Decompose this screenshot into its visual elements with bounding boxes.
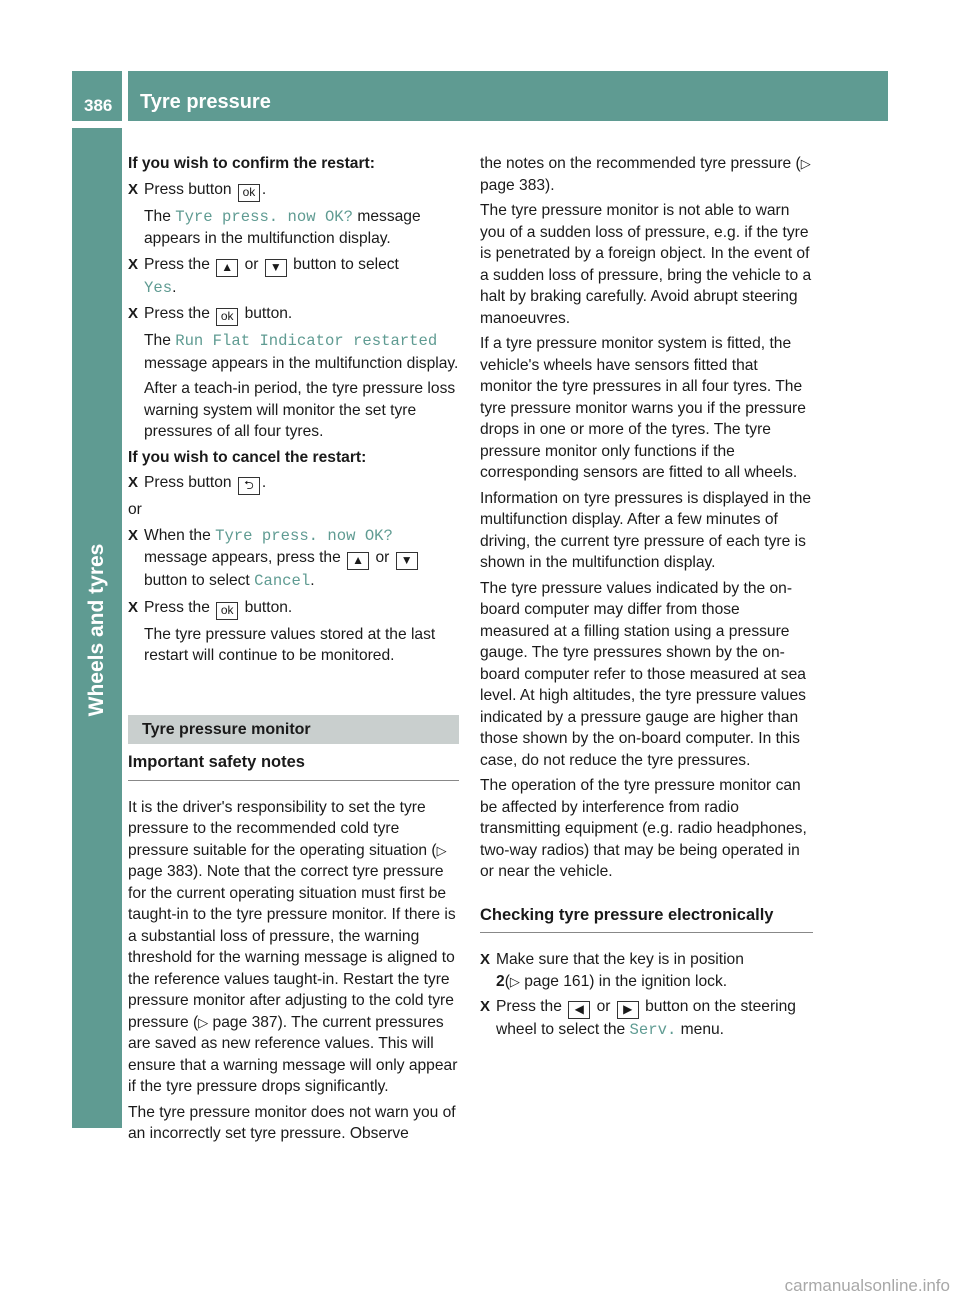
sudden-loss-paragraph: The tyre pressure monitor is not able to warn you of a sudden loss of pressure, e.g. if the tyre is penetrated by a foreign object. In the event of a sudden loss of pressure, bring the vehicle to a halt by braking carefully. Avoid abrupt steering manoeuvres. — [480, 202, 812, 327]
cancel-step-3: X Press the ok button. The tyre pressure values stored at the last restart will continue to be monitored. — [128, 597, 459, 667]
interference-paragraph: The operation of the tyre pressure monitor can be affected by interference from radio transmitting equipment (e.g. radio headphones, two-way radios) that may be being operated in or near the vehicle. — [480, 777, 807, 880]
page-title: Tyre pressure — [140, 91, 271, 113]
page-ref-arrow-icon: ▷ — [198, 1014, 209, 1030]
right-key-icon: ▶ — [617, 1001, 639, 1019]
check-step-2: X Press the ◀ or ▶ button on the steering wheel to select the Serv. menu. — [480, 998, 796, 1039]
watermark-link[interactable]: carmanualsonline.info — [784, 1276, 950, 1295]
step-marker-icon: X — [128, 255, 139, 273]
page-ref-arrow-icon: ▷ — [509, 973, 520, 989]
ok-key-icon: ok — [238, 184, 260, 202]
safety-paragraph-2: The tyre pressure monitor does not warn you of an incorrectly set tyre pressure. Observe — [128, 1103, 456, 1142]
step-marker-icon: X — [128, 526, 139, 544]
step-marker-icon: X — [128, 598, 139, 616]
step-marker-icon: X — [480, 951, 491, 968]
up-key-icon: ▲ — [347, 552, 369, 570]
step-marker-icon: X — [128, 180, 139, 198]
notes-paragraph: the notes on the recommended tyre pressure (▷ page 383). — [480, 155, 811, 194]
display-message: Run Flat Indicator restarted — [175, 332, 438, 350]
cancel-step-1: X Press button ⮌ . — [128, 472, 459, 495]
step-marker-icon: X — [480, 998, 491, 1015]
confirm-step-1: X Press button ok . The Tyre press. now OK? message appears in the multifunction display. — [128, 180, 421, 247]
step-marker-icon: X — [128, 305, 139, 322]
check-step-1: X Make sure that the key is in position 2(▷ page 161) in the ignition lock. — [480, 951, 744, 990]
cancel-step-2: X When the Tyre press. now OK? message appears, press the ▲ or ▼ button to select Cancel. — [128, 525, 459, 593]
display-option-yes: Yes — [144, 278, 173, 297]
page-ref-link[interactable]: page 387 — [212, 1013, 278, 1031]
step-marker-icon: X — [128, 474, 139, 491]
down-key-icon: ▼ — [265, 259, 287, 277]
or-text: or — [128, 501, 142, 518]
left-key-icon: ◀ — [568, 1001, 590, 1019]
confirm-heading: If you wish to confirm the restart: — [128, 155, 375, 172]
checking-heading: Checking tyre pressure electronically — [480, 905, 813, 934]
section-band-title: Tyre pressure monitor — [128, 715, 459, 745]
safety-notes-heading: Important safety notes — [128, 752, 459, 781]
display-option-cancel: Cancel — [254, 572, 311, 590]
page-ref-arrow-icon: ▷ — [800, 156, 811, 171]
chapter-label: Wheels and tyres — [85, 543, 108, 717]
up-key-icon: ▲ — [216, 259, 238, 277]
confirm-step-3: X Press the ok button. The Run Flat Indicator restarted message appears in the multifunction display. After a teach-in period, the tyre pressure loss warning system will monitor the set tyre pressures of all four tyres. — [128, 303, 459, 443]
ok-key-icon: ok — [216, 602, 238, 620]
page-number: 386 — [84, 96, 113, 115]
cancel-heading: If you wish to cancel the restart: — [128, 448, 367, 466]
back-key-icon: ⮌ — [238, 477, 260, 495]
teach-in-note: After a teach-in period, the tyre pressure loss warning system will monitor the set tyre pressures of all four tyres. — [144, 380, 456, 440]
sensors-paragraph: If a tyre pressure monitor system is fitted, the vehicle's wheels have sensors fitted that monitor the tyre pressures in all four tyres. The tyre pressure monitor warns you if the pressure drops in one or more of the tyres. The tyre pressure monitor only functions if the corresponding sensors are fitted to all wheels. — [480, 335, 806, 481]
page-ref-link[interactable]: page 383 — [480, 176, 546, 194]
display-message: Tyre press. now OK? — [215, 526, 393, 545]
left-column — [128, 153, 459, 1149]
values-differ-paragraph: The tyre pressure values indicated by the on-board computer may differ from those measured at a filling station using a pressure gauge. The tyre pressures shown by the on-board computer refer to those measured at sea level. At high altitudes, the tyre pressure values indicated by a pressure gauge are higher than those shown by the on-board computer. In this case, do not reduce the tyre pressures. — [480, 579, 806, 769]
confirm-step-2: X Press the ▲ or ▼ button to select Yes. — [128, 255, 399, 297]
page-ref-arrow-icon: ▷ — [436, 842, 447, 858]
down-key-icon: ▼ — [396, 552, 418, 570]
display-menu-serv: Serv. — [629, 1021, 677, 1039]
display-message: Tyre press. now OK? — [175, 207, 354, 226]
page-ref-link[interactable]: page 383 — [128, 863, 194, 880]
display-info-paragraph: Information on tyre pressures is displayed in the multifunction display. After a few minutes of driving, the current tyre pressure of each tyre is shown in the multifunction display. — [480, 489, 812, 571]
right-column — [480, 153, 813, 1046]
ok-key-icon: ok — [216, 308, 238, 326]
page-ref-link[interactable]: page 161 — [524, 972, 590, 990]
stored-values-note: The tyre pressure values stored at the last restart will continue to be monitored. — [144, 625, 436, 664]
safety-paragraph-1: It is the driver's responsibility to set the tyre pressure to the recommended cold tyre pressure suitable for the operating situation (▷ page 383). Note that the correct tyre pressure for the current operating situation must first be taught-in to the tyre pressure monitor. If there is a substantial loss of pressure, the warning threshold for the warning message is aligned to the reference values taught-in. Restart the tyre pressure monitor after adjusting to the cold tyre pressure (▷ page 387). The current pressures are saved as new reference values. This will ensure that a warning message will only appear if the tyre pressure drops significantly. — [128, 798, 458, 1095]
